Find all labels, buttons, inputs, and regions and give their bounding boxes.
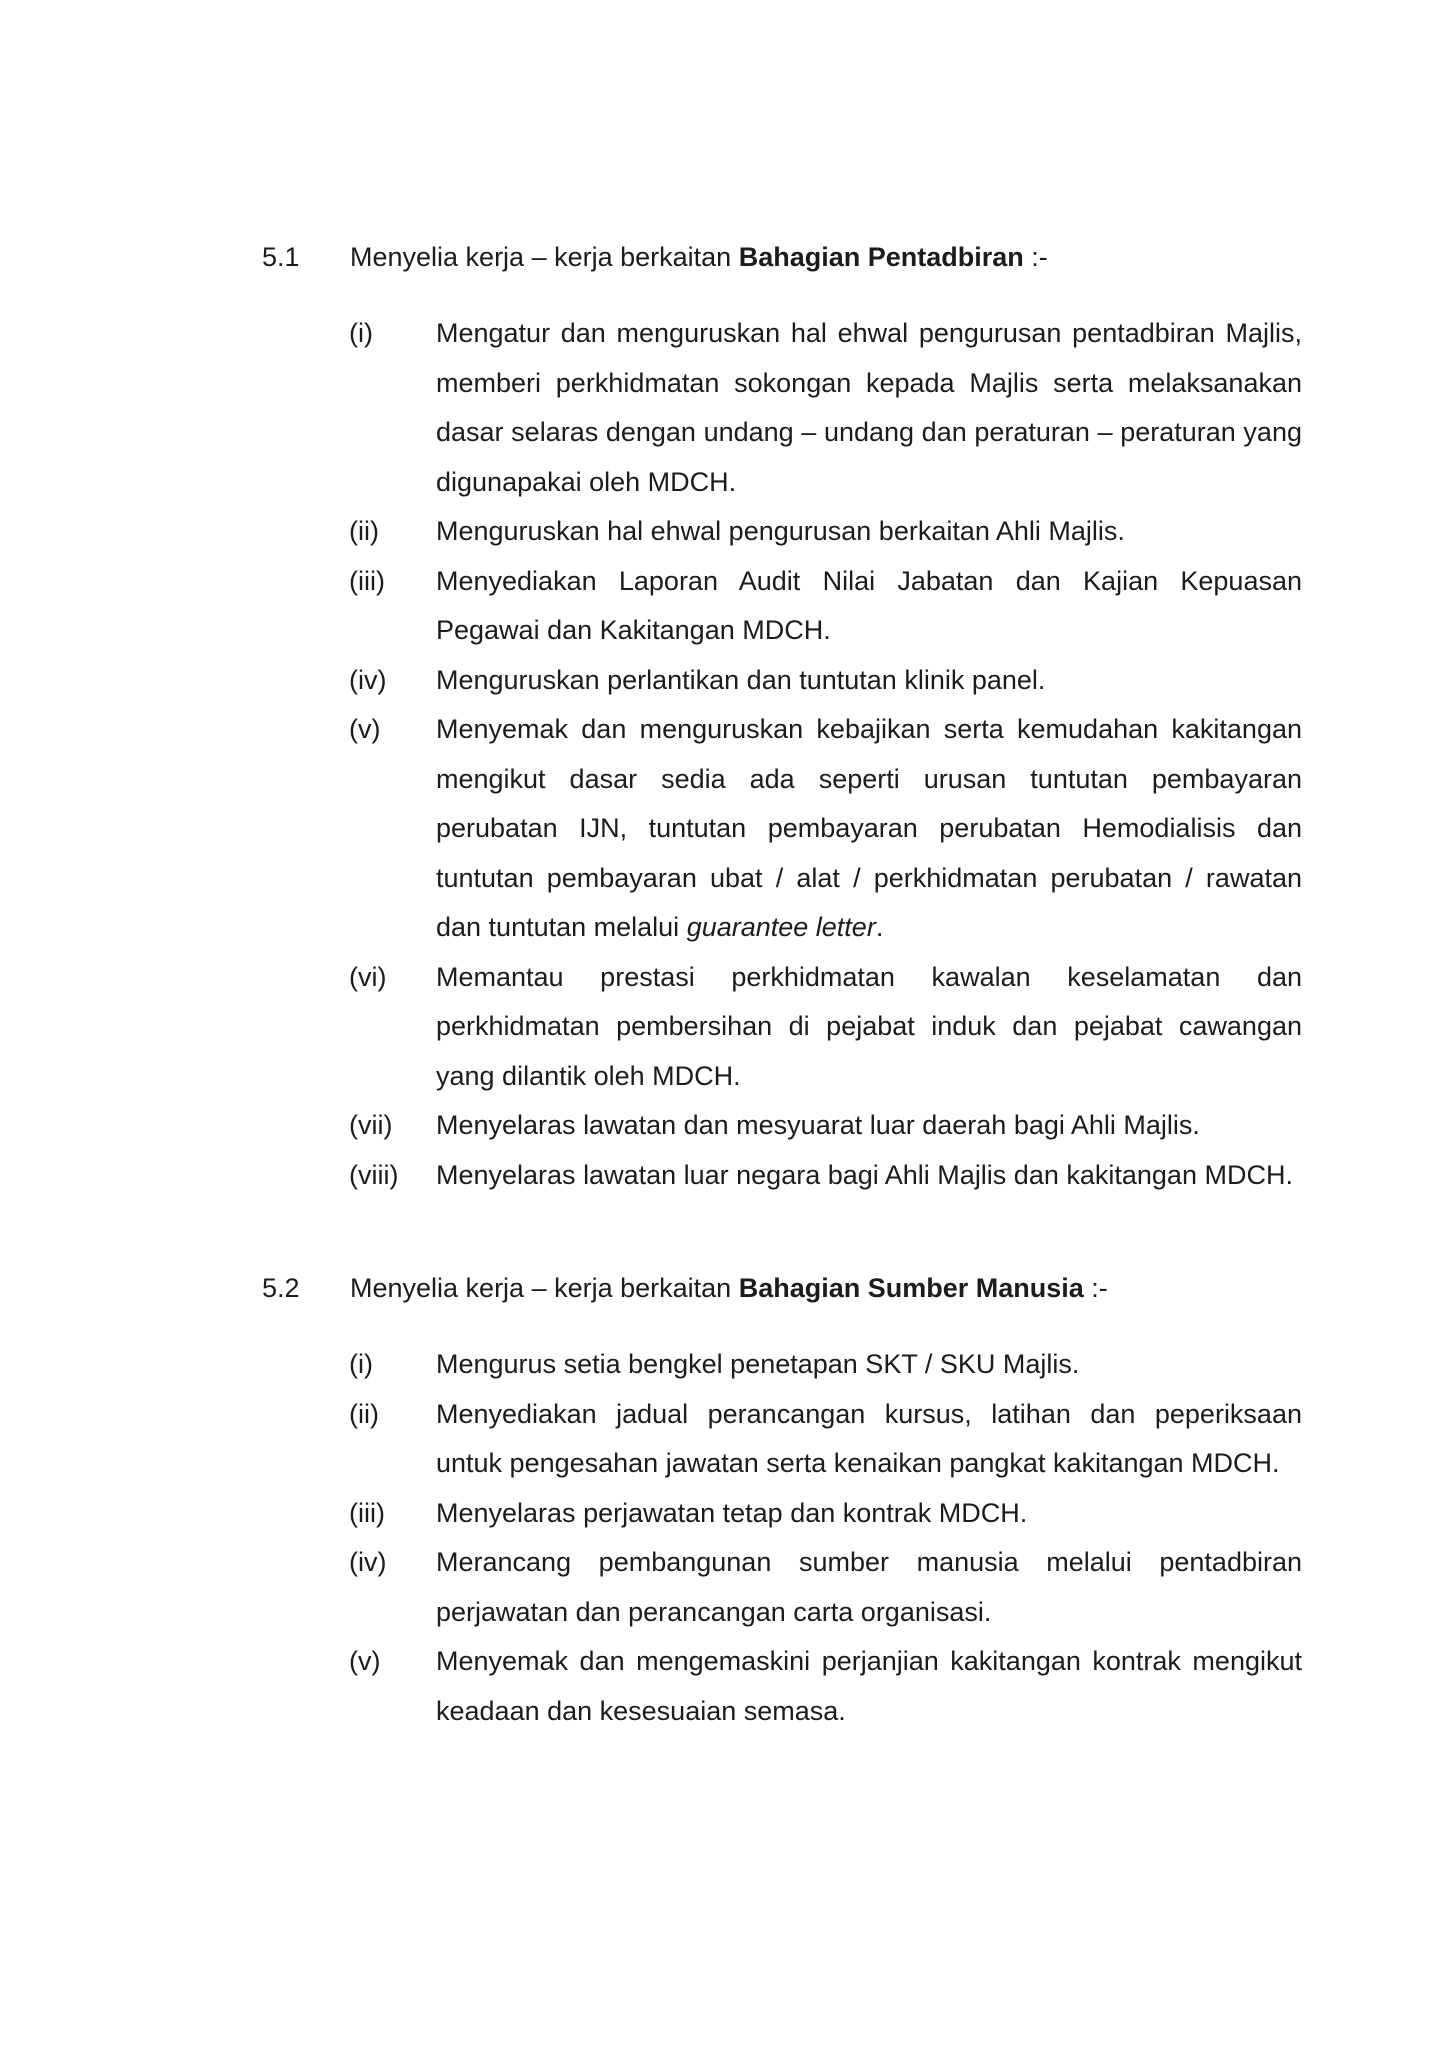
item-text: Menyelaras lawatan dan mesyuarat luar daerah bagi Ahli Majlis. bbox=[436, 1110, 1200, 1140]
item-number: (iii) bbox=[349, 565, 385, 596]
section-title bbox=[350, 232, 1048, 282]
list-item bbox=[0, 1489, 1448, 1539]
item-number: (vii) bbox=[349, 1110, 393, 1140]
list-item bbox=[0, 1151, 1448, 1201]
item-text: Mengurus setia bengkel penetapan SKT / SKU Majlis. bbox=[436, 1349, 1080, 1379]
item-number: (iv) bbox=[349, 1547, 387, 1577]
item-number: (vi) bbox=[349, 961, 387, 992]
item-text: Menyelaras perjawatan tetap dan kontrak MDCH. bbox=[436, 1497, 1028, 1528]
duty-list bbox=[0, 1340, 1448, 1736]
list-item bbox=[0, 1340, 1448, 1390]
item-number: (viii) bbox=[349, 1159, 399, 1190]
section-title-suffix: :- bbox=[1083, 1273, 1108, 1303]
item-text: Menguruskan perlantikan dan tuntutan klinik panel. bbox=[436, 664, 1046, 695]
item-number: (iv) bbox=[349, 664, 387, 695]
item-number: (i) bbox=[349, 1349, 373, 1379]
section-heading bbox=[0, 1263, 1448, 1313]
section-bahagian-pentadbiran bbox=[0, 232, 1448, 1200]
list-item bbox=[0, 1390, 1448, 1489]
item-text bbox=[436, 705, 1302, 953]
section-number: 5.2 bbox=[262, 1273, 300, 1303]
item-text: Menguruskan hal ehwal pengurusan berkaitan Ahli Majlis. bbox=[436, 516, 1125, 546]
section-heading bbox=[0, 232, 1448, 282]
list-item bbox=[0, 1101, 1448, 1151]
item-number: (v) bbox=[349, 714, 381, 744]
item-text: Menyelaras lawatan luar negara bagi Ahli Majlis dan kakitangan MDCH. bbox=[436, 1159, 1293, 1190]
item-text: Memantau prestasi perkhidmatan kawalan keselamatan dan perkhidmatan pembersihan di pejabat induk dan pejabat cawangan yang dilantik oleh MDCH. bbox=[436, 961, 1302, 1091]
list-item bbox=[0, 309, 1448, 507]
duty-list bbox=[0, 309, 1448, 1200]
section-title-prefix: Menyelia kerja – kerja berkaitan bbox=[350, 242, 739, 272]
section-title bbox=[350, 1263, 1108, 1313]
section-title-bold: Bahagian Sumber Manusia bbox=[738, 1273, 1084, 1303]
section-bahagian-sumber-manusia bbox=[0, 1263, 1448, 1736]
section-number: 5.1 bbox=[262, 242, 300, 272]
item-text: Merancang pembangunan sumber manusia melalui pentadbiran perjawatan dan perancangan carta organisasi. bbox=[436, 1547, 1302, 1627]
list-item bbox=[0, 1538, 1448, 1637]
list-item bbox=[0, 656, 1448, 706]
section-title-suffix: :- bbox=[1023, 242, 1048, 272]
list-item bbox=[0, 953, 1448, 1102]
item-text-italic: guarantee letter bbox=[686, 912, 876, 942]
list-item bbox=[0, 705, 1448, 953]
item-number: (iii) bbox=[349, 1497, 385, 1528]
list-item bbox=[0, 557, 1448, 656]
item-text-end: . bbox=[875, 912, 884, 942]
item-number: (ii) bbox=[349, 516, 379, 546]
item-text: Menyediakan jadual perancangan kursus, latihan dan peperiksaan untuk pengesahan jawatan serta kenaikan pangkat kakitangan MDCH. bbox=[436, 1398, 1302, 1478]
item-number: (v) bbox=[349, 1646, 381, 1676]
section-title-prefix: Menyelia kerja – kerja berkaitan bbox=[350, 1273, 739, 1303]
item-text-main: Menyemak dan menguruskan kebajikan serta kemudahan kakitangan mengikut dasar sedia ada seperti urusan tuntutan pembayaran perubatan IJN, tuntutan pembayaran perubatan Hemodialisis dan tuntutan pembayaran ubat / alat / perkhidmatan perubatan / rawatan dan tuntutan melalui bbox=[436, 714, 1302, 942]
list-item bbox=[0, 1637, 1448, 1736]
item-number: (i) bbox=[349, 318, 373, 348]
section-title-bold: Bahagian Pentadbiran bbox=[738, 242, 1024, 272]
list-item bbox=[0, 507, 1448, 557]
item-number: (ii) bbox=[349, 1398, 379, 1429]
item-text: Menyediakan Laporan Audit Nilai Jabatan dan Kajian Kepuasan Pegawai dan Kakitangan MDCH. bbox=[436, 565, 1302, 645]
item-text: Menyemak dan mengemaskini perjanjian kakitangan kontrak mengikut keadaan dan kesesuaian semasa. bbox=[436, 1646, 1302, 1726]
item-text: Mengatur dan menguruskan hal ehwal pengurusan pentadbiran Majlis, memberi perkhidmatan sokongan kepada Majlis serta melaksanakan dasar selaras dengan undang – undang dan peraturan – peraturan yang digunapakai oleh MDCH. bbox=[436, 318, 1302, 497]
